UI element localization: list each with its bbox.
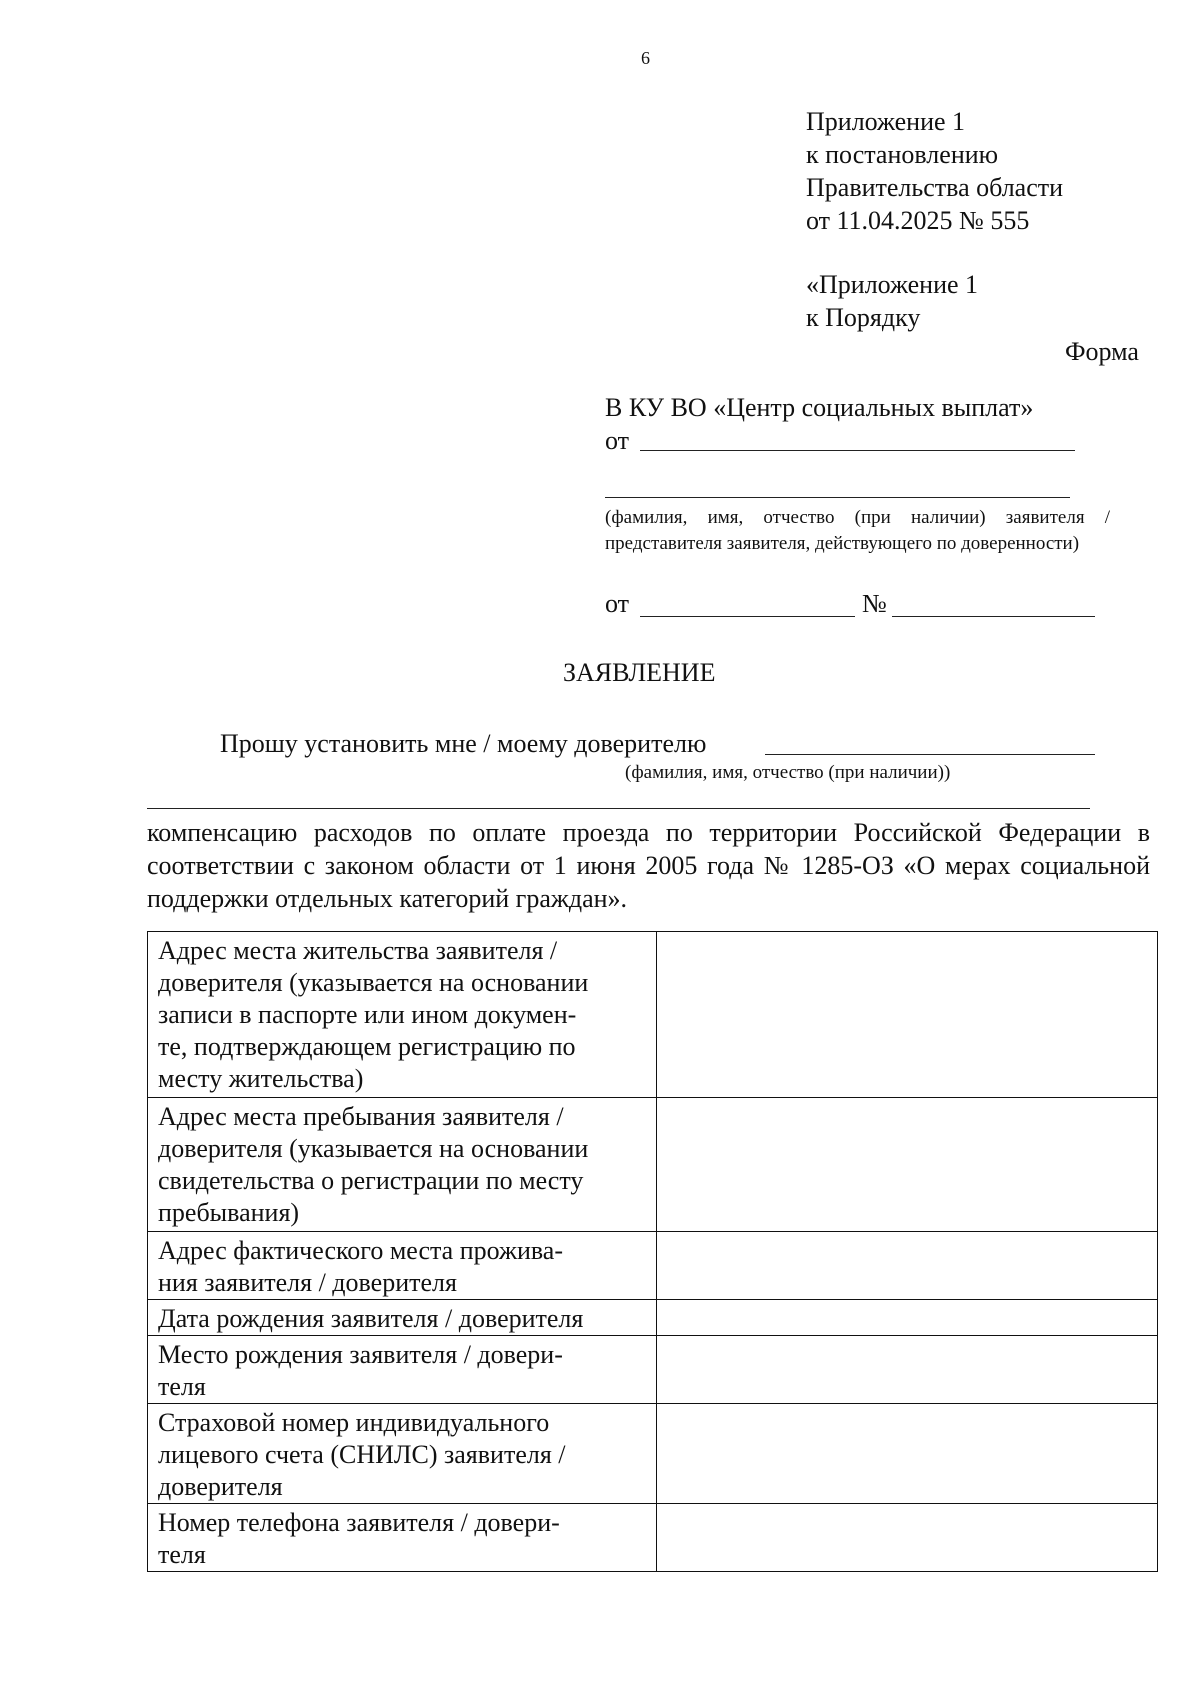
- table-row: [148, 1098, 1158, 1232]
- power-of-attorney-date-prefix: от: [605, 589, 630, 618]
- procedure-header-line: «Приложение 1: [806, 270, 979, 299]
- procedure-header-line: к Порядку: [806, 303, 921, 332]
- power-of-attorney-number-prefix: №: [862, 589, 887, 618]
- table-row-label: Страховой номер индивидуального лицевого счета (СНИЛС) заявителя / доверителя: [148, 1404, 657, 1504]
- table-row: [148, 1300, 1158, 1336]
- trustee-name-line-2[interactable]: [147, 808, 1090, 809]
- request-body: компенсацию расходов по оплате проезда по территории Российской Федерации в соответствии с законом области от 1 июня 2005 года № 1285-ОЗ «О мерах социальной поддержки отдельных категорий граждан».: [147, 818, 1150, 913]
- table-row-label: Адрес фактического места прожива- ния заявителя / доверителя: [148, 1232, 657, 1300]
- applicant-name-line[interactable]: [640, 450, 1075, 451]
- power-of-attorney-date-line[interactable]: [640, 616, 855, 617]
- power-of-attorney-number-line[interactable]: [892, 616, 1095, 617]
- attachment-header: [806, 105, 1166, 237]
- table-row-value[interactable]: [657, 1232, 1158, 1300]
- request-lead: Прошу установить мне / моему доверителю: [220, 729, 707, 758]
- table-row-label: Номер телефона заявителя / довери- теля: [148, 1504, 657, 1572]
- page-number: 6: [641, 48, 650, 68]
- document-title: ЗАЯВЛЕНИЕ: [563, 658, 716, 687]
- table-row-label: Место рождения заявителя / довери- теля: [148, 1336, 657, 1404]
- attachment-header-line: к постановлению: [806, 140, 999, 169]
- applicant-data-table: [147, 931, 1158, 1572]
- table-row: [148, 1232, 1158, 1300]
- table-row: [148, 1404, 1158, 1504]
- trustee-name-line[interactable]: [765, 754, 1095, 755]
- table-row: [148, 932, 1158, 1098]
- table-row-label: Адрес места пребывания заявителя / доверителя (указывается на основании свидетельства о регистрации по месту пребывания): [148, 1098, 657, 1232]
- table-row-value[interactable]: [657, 932, 1158, 1098]
- table-row: [148, 1336, 1158, 1404]
- applicant-name-line-2[interactable]: [605, 497, 1070, 498]
- table-row-label: Дата рождения заявителя / доверителя: [148, 1300, 657, 1336]
- addressee-caption: (фамилия, имя, отчество (при наличии) заявителя / представителя заявителя, действующего по доверенности): [605, 507, 1110, 554]
- form-label: Форма: [1065, 337, 1139, 366]
- addressee-to: В КУ ВО «Центр социальных выплат»: [605, 393, 1034, 422]
- request-caption: (фамилия, имя, отчество (при наличии)): [625, 762, 951, 783]
- addressee-from-prefix: от: [605, 426, 630, 455]
- table-row-value[interactable]: [657, 1098, 1158, 1232]
- table-row-label: Адрес места жительства заявителя / доверителя (указывается на основании записи в паспорте или ином докумен- те, подтверждающем регистрацию по месту жительства): [148, 932, 657, 1098]
- procedure-header: [806, 268, 1166, 334]
- table-row-value[interactable]: [657, 1404, 1158, 1504]
- attachment-header-line: Правительства области: [806, 173, 1064, 202]
- table-row-value[interactable]: [657, 1300, 1158, 1336]
- table-row: [148, 1504, 1158, 1572]
- table-row-value[interactable]: [657, 1336, 1158, 1404]
- attachment-header-line: от 11.04.2025 № 555: [806, 206, 1030, 235]
- attachment-header-line: Приложение 1: [806, 107, 966, 136]
- table-row-value[interactable]: [657, 1504, 1158, 1572]
